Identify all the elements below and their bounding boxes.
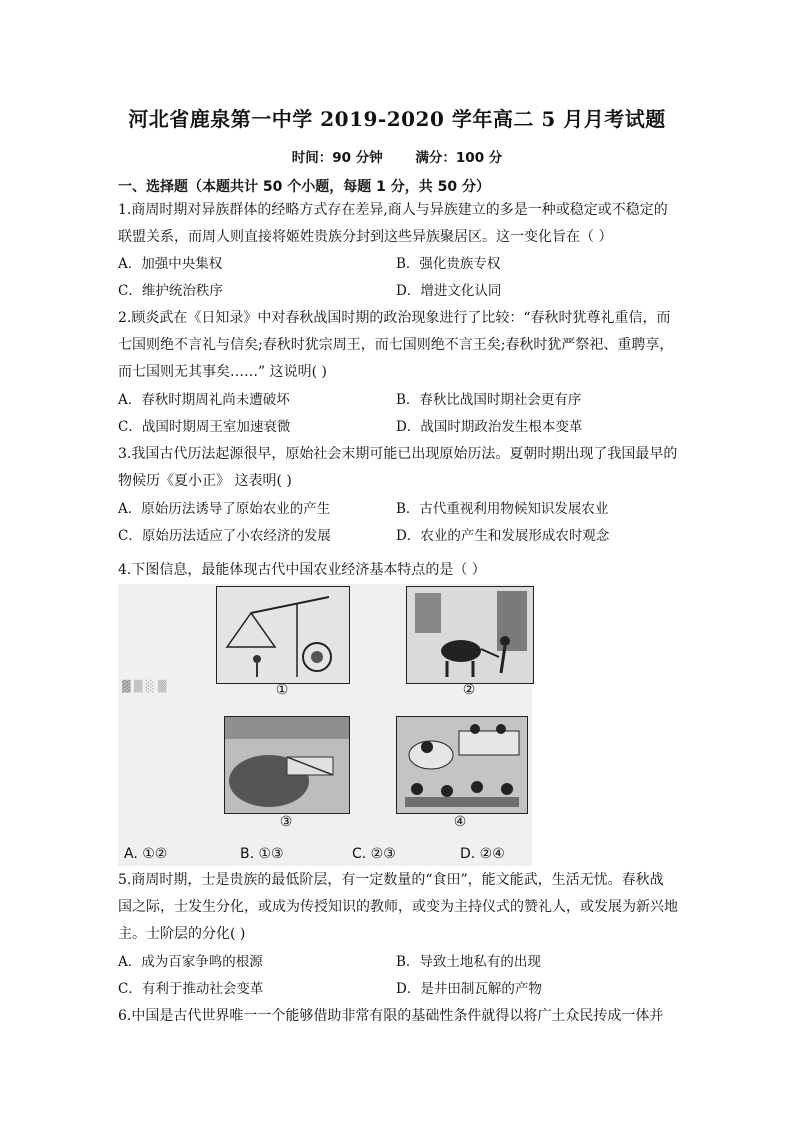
q2-line-2: 七国则绝不言礼与信矣;春秋时犹宗周王，而七国则绝不言王矣;春秋时犹严祭祀、重聘享， <box>118 337 674 353</box>
image-4-scholars <box>396 716 528 814</box>
image-1-well-sweep <box>216 586 350 684</box>
q5-option-c: C．有利于推动社会变革 <box>118 981 264 997</box>
q2-option-d: D．战国时期政治发生根本变革 <box>396 419 583 435</box>
section-heading: 一、选择题（本题共计 50 个小题，每题 1 分，共 50 分） <box>118 179 490 195</box>
image-3-machine <box>224 716 350 814</box>
q5-line-1: 5.商周时期，士是贵族的最低阶层，有一定数量的“食田”，能文能武，生活无忧。春秋战 <box>118 872 664 888</box>
q5-option-b: B．导致土地私有的出现 <box>396 954 541 970</box>
well-sweep-illustration <box>217 587 349 683</box>
q3-option-c: C．原始历法适应了小农经济的发展 <box>118 528 331 544</box>
ox-plow-illustration <box>407 587 533 683</box>
q1-option-d: D．增进文化认同 <box>396 283 502 299</box>
q5-option-a: A．成为百家争鸣的根源 <box>118 954 263 970</box>
q1-option-b: B．强化贵族专权 <box>396 256 501 272</box>
q4-figure <box>118 584 532 866</box>
q4-answer-c: C. ②③ <box>352 846 396 862</box>
q3-line-2: 物候历《夏小正》 这表明( ) <box>118 473 292 489</box>
exam-score: 满分：100 分 <box>415 150 503 166</box>
image-4-label: ④ <box>453 814 467 830</box>
machine-illustration <box>225 717 349 813</box>
scholars-illustration <box>397 717 527 813</box>
q1-line-2: 联盟关系，而周人则直接将姬姓贵族分封到这些异族聚居区。这一变化旨在（ ） <box>118 229 613 245</box>
q3-option-d: D．农业的产生和发展形成农时观念 <box>396 528 610 544</box>
q5-line-3: 主。士阶层的分化( ) <box>118 926 246 942</box>
q6-line-1: 6.中国是古代世界唯一一个能够借助非常有限的基础性条件就得以将广土众民抟成一体并 <box>118 1008 664 1024</box>
image-3-label: ③ <box>279 814 293 830</box>
image-2-label: ② <box>462 682 476 698</box>
q4-answer-d: D. ②④ <box>460 846 505 862</box>
page-title: 河北省鹿泉第一中学 2019-2020 学年高二 5 月月考试题 <box>128 107 666 131</box>
q2-option-a: A．春秋时期周礼尚未遭破坏 <box>118 392 290 408</box>
q4-line-1: 4.下图信息，最能体现古代中国农业经济基本特点的是（ ） <box>118 562 486 578</box>
q3-option-b: B．古代重视利用物候知识发展农业 <box>396 501 609 517</box>
q1-option-a: A．加强中央集权 <box>118 256 223 272</box>
q2-line-1: 2.顾炎武在《日知录》中对春秋战国时期的政治现象进行了比较：“春秋时犹尊礼重信，而 <box>118 310 671 326</box>
q2-line-3: 而七国则无其事矣……” 这说明( ) <box>118 364 327 380</box>
q3-line-1: 3.我国古代历法起源很早，原始社会末期可能已出现原始历法。夏朝时期出现了我国最早的 <box>118 446 678 462</box>
q5-line-2: 国之际，士发生分化，或成为传授知识的教师，或变为主持仪式的赞礼人，或发展为新兴地 <box>118 899 678 915</box>
exam-info <box>0 146 794 166</box>
q2-option-b: B．春秋比战国时期社会更有序 <box>396 392 582 408</box>
q5-option-d: D．是井田制瓦解的产物 <box>396 981 542 997</box>
q2-option-c: C．战国时期周王室加速衰微 <box>118 419 291 435</box>
q4-answer-a: A. ①② <box>124 846 168 862</box>
q4-answer-b: B. ①③ <box>240 846 284 862</box>
q1-option-c: C．维护统治秩序 <box>118 283 223 299</box>
exam-time: 时间：90 分钟 <box>291 150 383 166</box>
q1-line-1: 1.商周时期对异族群体的经略方式存在差异,商人与异族建立的多是一种或稳定或不稳定的 <box>118 202 668 218</box>
q3-option-a: A．原始历法诱导了原始农业的产生 <box>118 501 331 517</box>
figure-bg-noise: ▓ ▒ ░ ▒ <box>122 680 167 693</box>
image-1-label: ① <box>275 682 289 698</box>
image-2-ox-plow <box>406 586 534 684</box>
